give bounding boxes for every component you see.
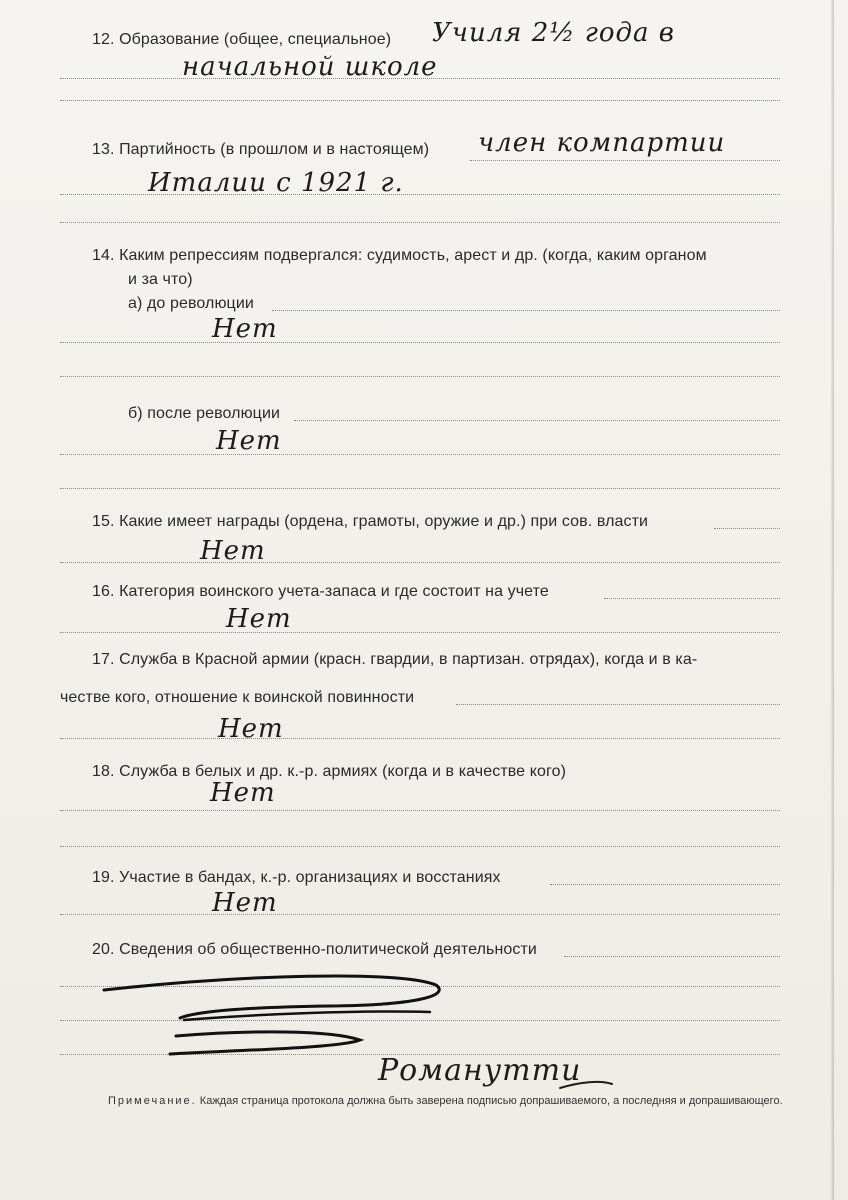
- q14-a-answer: Нет: [212, 314, 278, 344]
- q13-label: 13. Партийность (в прошлом и в настоящем): [92, 141, 430, 158]
- q14-b-label: б) после революции: [128, 405, 281, 422]
- q12-label: 12. Образование (общее, специальное): [92, 31, 392, 48]
- q12-answer-line1: Училя 2½ года в: [432, 18, 675, 48]
- q18-answer: Нет: [210, 778, 276, 808]
- q16-answer: Нет: [226, 604, 292, 634]
- q14-a-label: а) до революции: [128, 295, 254, 312]
- q14-label-line2: и за что): [128, 271, 193, 288]
- q15-answer: Нет: [200, 536, 266, 566]
- q13-answer-line2: Италии с 1921 г.: [148, 168, 404, 198]
- q17-label-line1: 17. Служба в Красной армии (красн. гвардии, в партизан. отрядах), когда и в ка-: [92, 651, 698, 668]
- q16-label: 16. Категория воинского учета-запаса и где состоит на учете: [92, 583, 549, 600]
- q19-label: 19. Участие в бандах, к.-р. организациях и восстаниях: [92, 869, 501, 886]
- q13-answer-line1: член компартии: [478, 128, 726, 158]
- q17-answer: Нет: [218, 714, 284, 744]
- q14-label-line1: 14. Каким репрессиям подвергался: судимость, арест и др. (когда, каким органом: [92, 247, 707, 264]
- footnote-text: Каждая страница протокола должна быть заверена подписью допрашиваемого, а последняя и допрашивающего.: [199, 1095, 783, 1107]
- q18-label: 18. Служба в белых и др. к.-р. армиях (когда и в качестве кого): [92, 763, 567, 780]
- q12-answer-line2: начальной школе: [182, 52, 438, 82]
- q14-b-answer: Нет: [216, 426, 282, 456]
- footnote: [108, 1095, 788, 1108]
- signature: Романутти: [378, 1053, 582, 1088]
- q19-answer: Нет: [212, 888, 278, 918]
- footnote-lead: Примечание.: [108, 1095, 197, 1107]
- q17-label-line2: честве кого, отношение к воинской повинности: [60, 689, 415, 706]
- q20-label: 20. Сведения об общественно-политической деятельности: [92, 941, 537, 958]
- q15-label: 15. Какие имеет награды (ордена, грамоты, оружие и др.) при сов. власти: [92, 513, 649, 530]
